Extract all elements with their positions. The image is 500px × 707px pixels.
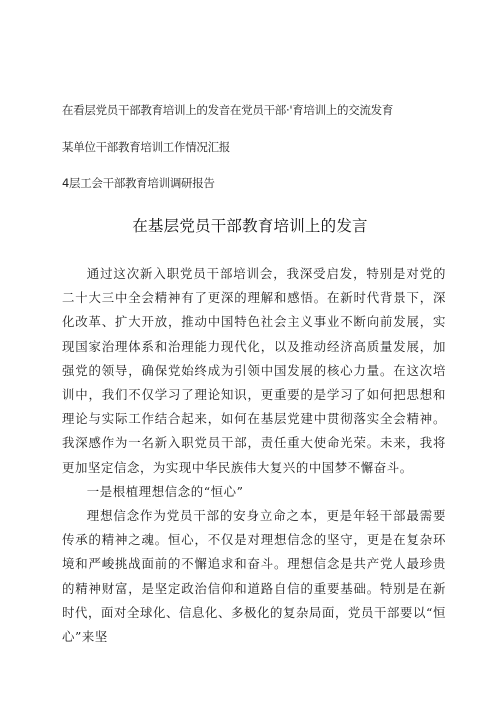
document-title: 在基层党员干部教育培训上的发言 bbox=[132, 217, 368, 235]
section-heading: 一是根植理想信念的“恒心” bbox=[86, 483, 244, 499]
related-doc-link[interactable]: 某单位干部教育培训工作情况汇报 bbox=[62, 140, 230, 154]
body-paragraph: 理想信念作为党员干部的安身立命之本，更是年轻干部最需要传承的精神之魂。恒心，不仅是对理想信念的坚守，更是在复杂环境和严峻挑战面前的不懈追求和奋斗。理想信念是共产党人最珍贵的精神财富，是坚定政治信仰和道路自信的重要基础。特别是在新时代，面对全球化、信息化、多极化的复杂局面，党员干部要以“恒心”来坚 bbox=[62, 508, 446, 645]
related-doc-link[interactable]: 在看层党员干部教育培训上的发音在党员干部·'育培训上的交流发育 bbox=[62, 103, 394, 117]
document-body bbox=[62, 262, 446, 649]
body-paragraph: 通过这次新入职党员干部培训会，我深受启发，特别是对党的二十大三中全会精神有了更深的理解和感悟。在新时代背景下，深化改革、扩大开放，推动中国特色社会主义事业不断向前发展，实现国家治理体系和治理能力现代化，以及推动经济高质量发展，加强党的领导，确保党始终成为引领中国发展的核心力量。在这次培训中，我们不仅学习了理论知识，更重要的是学习了如何把思想和理论与实际工作结合起来，如何在基层党建中贯彻落实全会精神。我深感作为一名新入职党员干部，责任重大使命光荣。未来，我将更加坚定信念，为实现中华民族伟大复兴的中国梦不懈奋斗。 bbox=[62, 266, 446, 475]
related-doc-link[interactable]: 4层工会干部教育培训调研报告 bbox=[62, 176, 215, 190]
